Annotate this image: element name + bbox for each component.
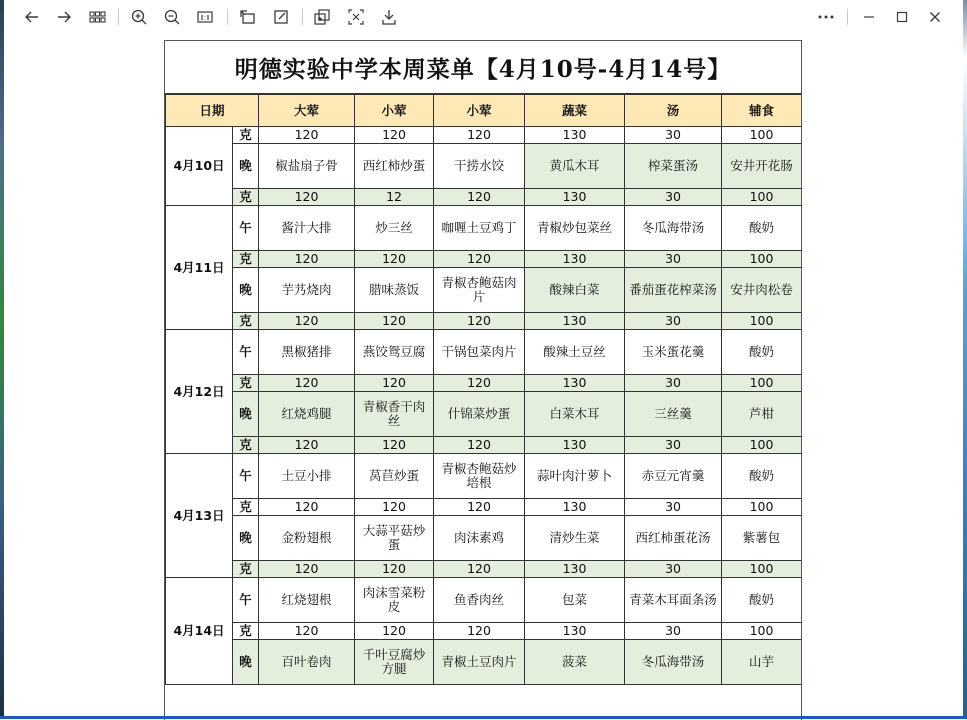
forward-arrow-icon[interactable] (53, 6, 75, 28)
more-icon[interactable] (815, 6, 837, 28)
weight-cell: 120 (259, 623, 355, 640)
toolbar-divider (227, 9, 228, 25)
table-row (166, 127, 802, 144)
weight-cell: 120 (259, 375, 355, 392)
dish-cell: 红烧翅根 (259, 578, 355, 623)
meal-label: 晚 (233, 640, 259, 685)
menu-table (165, 94, 802, 685)
weight-label: 克 (233, 313, 259, 330)
dish-cell: 干捞水饺 (434, 144, 525, 189)
weight-cell: 120 (259, 189, 355, 206)
rotate-icon[interactable] (237, 6, 259, 28)
dish-cell: 酸奶 (722, 454, 802, 499)
weight-cell: 130 (525, 561, 625, 578)
table-row (166, 144, 802, 189)
weight-cell: 30 (625, 561, 722, 578)
weight-cell: 30 (625, 499, 722, 516)
dish-cell: 黑椒猪排 (259, 330, 355, 375)
table-row (166, 516, 802, 561)
dish-cell: 千叶豆腐炒方腿 (355, 640, 434, 685)
dish-cell: 榨菜蛋汤 (625, 144, 722, 189)
date-cell: 4月11日 (166, 206, 233, 330)
weight-cell: 120 (434, 437, 525, 454)
meal-label: 晚 (233, 268, 259, 313)
dish-cell: 紫薯包 (722, 516, 802, 561)
dish-cell: 什锦菜炒蛋 (434, 392, 525, 437)
meal-label: 午 (233, 330, 259, 375)
dish-cell: 青椒杏鲍菇肉片 (434, 268, 525, 313)
dish-cell: 安井开花肠 (722, 144, 802, 189)
dish-cell: 干锅包菜肉片 (434, 330, 525, 375)
table-row (166, 623, 802, 640)
edit-icon[interactable] (270, 6, 292, 28)
dish-cell: 芋艿烧肉 (259, 268, 355, 313)
meal-label: 晚 (233, 144, 259, 189)
weight-cell: 120 (434, 127, 525, 144)
dish-cell: 青椒香干肉丝 (355, 392, 434, 437)
toolbar-divider (302, 9, 303, 25)
weight-cell: 100 (722, 623, 802, 640)
weight-cell: 130 (525, 251, 625, 268)
meal-label: 晚 (233, 516, 259, 561)
weight-cell: 120 (259, 313, 355, 330)
weight-cell: 120 (434, 189, 525, 206)
meal-label: 午 (233, 454, 259, 499)
weight-cell: 120 (259, 561, 355, 578)
dish-cell: 玉米蛋花羹 (625, 330, 722, 375)
dish-cell: 酸辣白菜 (525, 268, 625, 313)
meal-label: 午 (233, 578, 259, 623)
weight-cell: 120 (355, 313, 434, 330)
dish-cell: 莴苣炒蛋 (355, 454, 434, 499)
weight-cell: 120 (355, 437, 434, 454)
table-row (166, 578, 802, 623)
date-cell: 4月12日 (166, 330, 233, 454)
column-header: 蔬菜 (525, 95, 625, 127)
table-row (166, 437, 802, 454)
weight-cell: 130 (525, 189, 625, 206)
weight-label: 克 (233, 251, 259, 268)
weight-cell: 100 (722, 313, 802, 330)
weight-cell: 12 (355, 189, 434, 206)
dish-cell: 红烧鸡腿 (259, 392, 355, 437)
weight-cell: 120 (434, 251, 525, 268)
date-cell: 4月10日 (166, 127, 233, 206)
weight-cell: 120 (259, 251, 355, 268)
weight-cell: 120 (434, 561, 525, 578)
weight-cell: 120 (259, 437, 355, 454)
weight-label: 克 (233, 189, 259, 206)
back-arrow-icon[interactable] (21, 6, 43, 28)
table-row (166, 392, 802, 437)
column-header: 大荤 (259, 95, 355, 127)
weight-cell: 130 (525, 127, 625, 144)
weight-label: 克 (233, 499, 259, 516)
desktop-background-left (0, 0, 4, 719)
weight-cell: 120 (355, 127, 434, 144)
zoom-out-icon[interactable] (161, 6, 183, 28)
table-row (166, 330, 802, 375)
weight-cell: 100 (722, 189, 802, 206)
table-row (166, 268, 802, 313)
table-row (166, 640, 802, 685)
weight-label: 克 (233, 127, 259, 144)
weight-cell: 120 (355, 499, 434, 516)
weight-cell: 130 (525, 375, 625, 392)
column-header: 小荤 (434, 95, 525, 127)
dish-cell: 黄瓜木耳 (525, 144, 625, 189)
date-cell: 4月13日 (166, 454, 233, 578)
document-page (164, 40, 802, 720)
crop-icon[interactable] (345, 6, 367, 28)
dish-cell: 肉沫雪菜粉皮 (355, 578, 434, 623)
table-row (166, 189, 802, 206)
dish-cell: 酱汁大排 (259, 206, 355, 251)
dish-cell: 冬瓜海带汤 (625, 640, 722, 685)
toolbar-divider (847, 9, 848, 25)
weight-cell: 30 (625, 251, 722, 268)
dish-cell: 腊味蒸饭 (355, 268, 434, 313)
dish-cell: 山芋 (722, 640, 802, 685)
weight-cell: 120 (434, 313, 525, 330)
dish-cell: 炒三丝 (355, 206, 434, 251)
dish-cell: 蒜叶肉汁萝卜 (525, 454, 625, 499)
weight-label: 克 (233, 561, 259, 578)
header-row (166, 95, 802, 127)
weight-cell: 30 (625, 313, 722, 330)
minimize-icon[interactable] (858, 6, 880, 28)
dish-cell: 大蒜平菇炒蛋 (355, 516, 434, 561)
weight-cell: 100 (722, 499, 802, 516)
dish-cell: 番茄蛋花榨菜汤 (625, 268, 722, 313)
dish-cell: 青椒杏鲍菇炒培根 (434, 454, 525, 499)
date-cell: 4月14日 (166, 578, 233, 685)
dish-cell: 青菜木耳面条汤 (625, 578, 722, 623)
dish-cell: 西红柿炒蛋 (355, 144, 434, 189)
weight-cell: 120 (355, 375, 434, 392)
weight-label: 克 (233, 437, 259, 454)
toolbar-divider (118, 9, 119, 25)
dish-cell: 鱼香肉丝 (434, 578, 525, 623)
dish-cell: 酸奶 (722, 578, 802, 623)
column-header: 汤 (625, 95, 722, 127)
weight-cell: 100 (722, 375, 802, 392)
weight-cell: 130 (525, 313, 625, 330)
viewer-toolbar (4, 0, 963, 36)
dish-cell: 燕饺鸳豆腐 (355, 330, 434, 375)
column-header: 日期 (166, 95, 259, 127)
menu-table-body (166, 127, 802, 685)
weight-cell: 120 (355, 251, 434, 268)
weight-label: 克 (233, 623, 259, 640)
dish-cell: 青椒炒包菜丝 (525, 206, 625, 251)
grid-view-icon[interactable] (86, 6, 108, 28)
dish-cell: 白菜木耳 (525, 392, 625, 437)
weight-cell: 30 (625, 375, 722, 392)
page-title: 明德实验中学本周菜单【4月10号-4月14号】 (165, 41, 801, 94)
dish-cell: 咖喱土豆鸡丁 (434, 206, 525, 251)
weight-cell: 120 (355, 561, 434, 578)
dish-cell: 芦柑 (722, 392, 802, 437)
dish-cell: 酸奶 (722, 206, 802, 251)
weight-cell: 120 (434, 375, 525, 392)
copy-icon[interactable] (311, 6, 333, 28)
weight-cell: 120 (434, 499, 525, 516)
weight-cell: 30 (625, 437, 722, 454)
meal-label: 午 (233, 206, 259, 251)
dish-cell: 土豆小排 (259, 454, 355, 499)
meal-label: 晚 (233, 392, 259, 437)
weight-cell: 120 (355, 623, 434, 640)
weight-cell: 130 (525, 623, 625, 640)
actual-size-icon[interactable] (194, 6, 216, 28)
table-row (166, 251, 802, 268)
dish-cell: 清炒生菜 (525, 516, 625, 561)
weight-cell: 100 (722, 437, 802, 454)
dish-cell: 百叶卷肉 (259, 640, 355, 685)
dish-cell: 酸辣土豆丝 (525, 330, 625, 375)
dish-cell: 冬瓜海带汤 (625, 206, 722, 251)
zoom-in-icon[interactable] (128, 6, 150, 28)
dish-cell: 赤豆元宵羹 (625, 454, 722, 499)
column-header: 辅食 (722, 95, 802, 127)
table-row (166, 375, 802, 392)
column-header: 小荤 (355, 95, 434, 127)
dish-cell: 三丝羹 (625, 392, 722, 437)
dish-cell: 菠菜 (525, 640, 625, 685)
weight-cell: 30 (625, 127, 722, 144)
weight-label: 克 (233, 375, 259, 392)
weight-cell: 120 (259, 127, 355, 144)
maximize-icon[interactable] (891, 6, 913, 28)
table-row (166, 313, 802, 330)
weight-cell: 130 (525, 499, 625, 516)
save-icon[interactable] (378, 6, 400, 28)
table-row (166, 499, 802, 516)
dish-cell: 青椒土豆肉片 (434, 640, 525, 685)
table-row (166, 206, 802, 251)
dish-cell: 安井肉松卷 (722, 268, 802, 313)
weight-cell: 100 (722, 251, 802, 268)
weight-cell: 130 (525, 437, 625, 454)
weight-cell: 120 (434, 623, 525, 640)
dish-cell: 包菜 (525, 578, 625, 623)
dish-cell: 西红柿蛋花汤 (625, 516, 722, 561)
weight-cell: 30 (625, 623, 722, 640)
desktop-background-right (963, 0, 967, 719)
weight-cell: 30 (625, 189, 722, 206)
table-row (166, 454, 802, 499)
weight-cell: 120 (259, 499, 355, 516)
dish-cell: 椒盐扇子骨 (259, 144, 355, 189)
dish-cell: 金粉翅根 (259, 516, 355, 561)
dish-cell: 肉沫素鸡 (434, 516, 525, 561)
close-icon[interactable] (924, 6, 946, 28)
table-row (166, 561, 802, 578)
weight-cell: 100 (722, 127, 802, 144)
weight-cell: 100 (722, 561, 802, 578)
dish-cell: 酸奶 (722, 330, 802, 375)
